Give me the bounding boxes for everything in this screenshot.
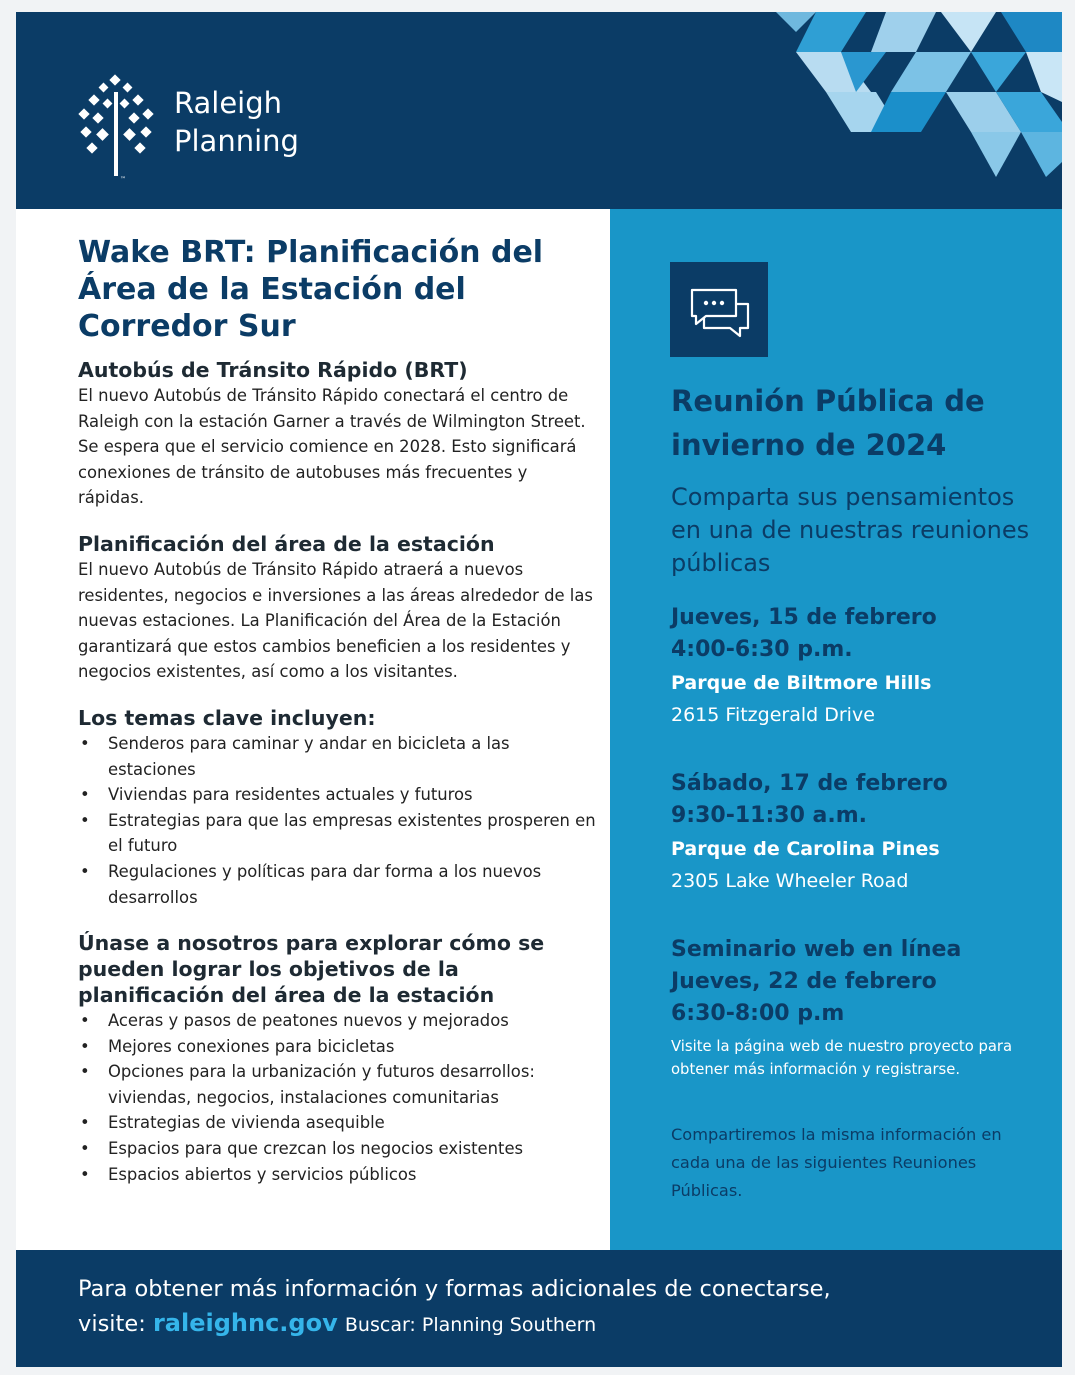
- station-planning-heading: Planificación del área de la estación: [78, 531, 495, 556]
- key-topics-section: [78, 705, 598, 910]
- brt-heading: Autobús de Tránsito Rápido (BRT): [78, 358, 468, 382]
- meeting-subtitle: Comparta sus pensamientos en una de nuestras reuniones públicas: [671, 483, 1030, 577]
- geometric-pattern-icon: [756, 12, 1062, 209]
- brand-line-1: Raleigh: [174, 86, 283, 120]
- event-address: 2305 Lake Wheeler Road: [671, 870, 909, 892]
- brand-line-2: Planning: [174, 124, 299, 158]
- list-item: • Viviendas para residentes actuales y futuros: [78, 782, 598, 808]
- left-column: [78, 234, 598, 1187]
- meeting-title: Reunión Pública de invierno de 2024: [671, 384, 985, 462]
- list-item: • Espacios para que crezcan los negocios existentes: [78, 1136, 598, 1162]
- footer-visit-line: [78, 1308, 596, 1340]
- event-place: Parque de Carolina Pines: [671, 838, 940, 860]
- key-topics-list: [78, 731, 598, 910]
- webinar-label: Seminario web en línea: [671, 937, 962, 962]
- event-date: Jueves, 15 de febrero: [671, 605, 937, 630]
- key-topics-heading: Los temas clave incluyen:: [78, 705, 376, 730]
- list-item: • Mejores conexiones para bicicletas: [78, 1034, 598, 1060]
- brt-section: [78, 357, 598, 511]
- join-list: [78, 1008, 598, 1187]
- meeting-panel: [610, 209, 1062, 1250]
- svg-text:™: ™: [120, 176, 126, 182]
- footer-visit-label: visite:: [78, 1311, 146, 1337]
- footer-banner: [16, 1250, 1062, 1367]
- meeting-info: [671, 379, 1031, 1205]
- list-item: • Regulaciones y políticas para dar forma a los nuevos desarrollos: [78, 859, 598, 910]
- website-link[interactable]: raleighnc.gov: [152, 1309, 338, 1337]
- footer-info-text: Para obtener más información y formas adicionales de conectarse,: [78, 1276, 831, 1302]
- list-item: • Senderos para caminar y andar en bicicleta a las estaciones: [78, 731, 598, 782]
- webinar-time: 6:30-8:00 p.m: [671, 1001, 845, 1026]
- join-section: [78, 930, 598, 1187]
- event-1: [671, 602, 1031, 732]
- list-item: • Estrategias para que las empresas existentes prosperen en el futuro: [78, 808, 598, 859]
- event-date: Sábado, 17 de febrero: [671, 771, 948, 796]
- chat-bubbles-icon: [670, 262, 768, 357]
- event-time: 9:30-11:30 a.m.: [671, 803, 868, 828]
- event-2: [671, 768, 1031, 898]
- webinar-note: Visite la página web de nuestro proyecto para obtener más información y registrarse.: [671, 1038, 1013, 1078]
- event-address: 2615 Fitzgerald Drive: [671, 704, 875, 726]
- list-item: • Espacios abiertos y servicios públicos: [78, 1162, 598, 1188]
- join-heading: Únase a nosotros para explorar cómo se pueden lograr los objetivos de la planificación del área de la estación: [78, 931, 545, 1008]
- tree-logo-icon: [76, 72, 156, 182]
- share-note: Compartiremos la misma información en cada una de las siguientes Reuniones Públicas.: [671, 1125, 1002, 1200]
- brt-body: El nuevo Autobús de Tránsito Rápido conectará el centro de Raleigh con la estación Garner a través de Wilmington Street. Se espera que el servicio comience en 2028. Esto significará conexiones de tránsito de autobuses más frecuentes y rápidas.: [78, 386, 586, 508]
- event-place: Parque de Biltmore Hills: [671, 672, 932, 694]
- webinar-date: Jueves, 22 de febrero: [671, 969, 937, 994]
- search-hint: Buscar: Planning Southern: [344, 1314, 597, 1336]
- station-planning-section: [78, 531, 598, 685]
- header-banner: [16, 12, 1062, 209]
- list-item: • Aceras y pasos de peatones nuevos y mejorados: [78, 1008, 598, 1034]
- webinar: [671, 934, 1031, 1081]
- brand-name: [174, 84, 299, 160]
- page-title: Wake BRT: Planificación del Área de la Estación del Corredor Sur: [78, 235, 544, 344]
- station-planning-body: El nuevo Autobús de Tránsito Rápido atraerá a nuevos residentes, negocios e inversiones a las áreas alrededor de las nuevas estaciones. La Planificación del Área de la Estación garantizará que estos cambios beneficien a los residentes y negocios existentes, así como a los visitantes.: [78, 559, 593, 682]
- event-time: 4:00-6:30 p.m.: [671, 637, 853, 662]
- flyer-page: [16, 12, 1062, 1367]
- list-item: • Opciones para la urbanización y futuros desarrollos: viviendas, negocios, instalaciones comunitarias: [78, 1059, 598, 1110]
- list-item: • Estrategias de vivienda asequible: [78, 1110, 598, 1136]
